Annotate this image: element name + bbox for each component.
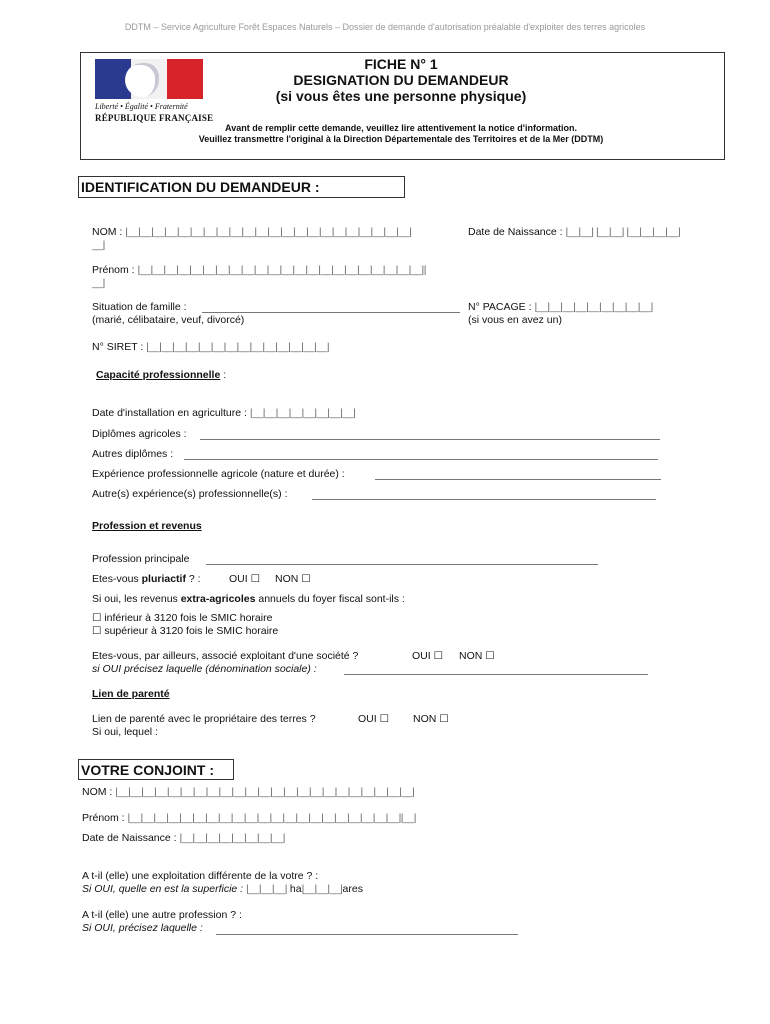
- profession-label: Profession principale: [92, 553, 190, 565]
- republique-francaise-logo: [95, 59, 214, 123]
- autres-diplomes-field[interactable]: [184, 459, 658, 460]
- associe-non-checkbox[interactable]: NON ☐: [459, 650, 495, 662]
- install-field[interactable]: |__|__|__|__|__|__|__|__|: [249, 407, 356, 419]
- form-title-line2: DESIGNATION DU DEMANDEUR: [293, 72, 509, 88]
- dob-field[interactable]: |__|__| |__|__| |__|__|__|__|: [565, 226, 681, 238]
- form-title-line1: FICHE N° 1: [364, 56, 438, 72]
- conjoint-superficie-ares-field[interactable]: |__|__|__|: [301, 883, 343, 895]
- notice-line1: Avant de remplir cette demande, veuillez lire attentivement la notice d'information.: [225, 123, 577, 133]
- revenus-post: annuels du foyer fiscal sont-ils :: [255, 593, 405, 605]
- dob-row: [468, 226, 680, 239]
- conjoint-superficie-row: [82, 883, 363, 896]
- prenom-field-cont[interactable]: __|: [92, 277, 105, 289]
- revenus-pre: Si oui, les revenus: [92, 593, 181, 605]
- conjoint-profession-hint: Si OUI, précisez laquelle :: [82, 922, 203, 934]
- lien-hint: Si oui, lequel :: [92, 726, 158, 738]
- nom-label: NOM :: [92, 226, 123, 238]
- identification-heading: IDENTIFICATION DU DEMANDEUR :: [78, 176, 405, 198]
- conjoint-nom-row: [82, 786, 414, 799]
- pluriactif-post: ? :: [185, 573, 201, 585]
- autres-diplomes-label: Autres diplômes :: [92, 448, 174, 460]
- associe-label: Etes-vous, par ailleurs, associé exploitant d'une société ?: [92, 650, 359, 662]
- autres-experience-label: Autre(s) expérience(s) professionnelle(s) :: [92, 488, 288, 500]
- install-row: [92, 407, 355, 420]
- associe-field[interactable]: [344, 674, 648, 675]
- install-label: Date d'installation en agriculture :: [92, 407, 247, 419]
- logo-republic: RÉPUBLIQUE FRANÇAISE: [95, 113, 214, 123]
- ha-unit: ha: [289, 883, 302, 895]
- conjoint-nom-label: NOM :: [82, 786, 113, 798]
- conjoint-nom-field[interactable]: |__|__|__|__|__|__|__|__|__|__|__|__|__|__|__|__|__|__|__|__|__|__|__|: [115, 786, 415, 798]
- conjoint-superficie-hint: Si OUI, quelle en est la superficie :: [82, 883, 244, 895]
- pluriactif-oui-checkbox[interactable]: OUI ☐: [229, 573, 260, 585]
- experience-label: Expérience professionnelle agricole (nature et durée) :: [92, 468, 345, 480]
- siret-field[interactable]: |__|__|__|__|__|__|__|__|__|__|__|__|__|__|: [146, 341, 330, 353]
- diplomes-label: Diplômes agricoles :: [92, 428, 187, 440]
- revenus-inferieur-checkbox[interactable]: ☐ inférieur à 3120 fois le SMIC horaire: [92, 612, 273, 624]
- marianne-flag-icon: [95, 59, 203, 99]
- dob-label: Date de Naissance :: [468, 226, 563, 238]
- siret-row: [92, 341, 329, 354]
- revenus-superieur-checkbox[interactable]: ☐ supérieur à 3120 fois le SMIC horaire: [92, 625, 279, 637]
- conjoint-exploitation-label: A t-il (elle) une exploitation différente de la votre ? :: [82, 870, 319, 882]
- lien-non-checkbox[interactable]: NON ☐: [413, 713, 449, 725]
- notice-line2: Veuillez transmettre l'original à la Direction Départementale des Territoires et de la Mer (DDTM): [198, 134, 604, 144]
- siret-label: N° SIRET :: [92, 341, 144, 353]
- lien-label: Lien de parenté avec le propriétaire des terres ?: [92, 713, 316, 725]
- prenom-label: Prénom :: [92, 264, 135, 276]
- profession-field[interactable]: [206, 564, 598, 565]
- nom-row: [92, 226, 411, 239]
- pluriactif-row: [92, 573, 201, 586]
- autres-experience-field[interactable]: [312, 499, 656, 500]
- conjoint-prenom-row: [82, 812, 416, 825]
- situation-label: Situation de famille :: [92, 301, 187, 313]
- revenus-bold: extra-agricoles: [180, 593, 256, 605]
- conjoint-dob-label: Date de Naissance :: [82, 832, 177, 844]
- associe-hint: si OUI précisez laquelle (dénomination sociale) :: [92, 663, 317, 675]
- capacite-heading: Capacité professionnelle: [96, 369, 221, 381]
- conjoint-prenom-field[interactable]: |__|__|__|__|__|__|__|__|__|__|__|__|__|__|__|__|__|__|__|__|__||__|: [127, 812, 416, 824]
- situation-hint: (marié, célibataire, veuf, divorcé): [92, 314, 245, 326]
- pacage-field[interactable]: |__|__|__|__|__|__|__|__|__|: [534, 301, 653, 313]
- lien-oui-checkbox[interactable]: OUI ☐: [358, 713, 389, 725]
- ares-unit: ares: [342, 883, 363, 895]
- pluriactif-non-checkbox[interactable]: NON ☐: [275, 573, 311, 585]
- revenus-row: [92, 593, 405, 606]
- conjoint-dob-row: [82, 832, 285, 845]
- pacage-hint: (si vous en avez un): [468, 314, 562, 326]
- conjoint-profession-label: A t-il (elle) une autre profession ? :: [82, 909, 242, 921]
- capacite-heading-row: [96, 369, 226, 382]
- profession-heading: Profession et revenus: [92, 520, 202, 532]
- conjoint-dob-field[interactable]: |__|__|__|__|__|__|__|__|: [179, 832, 285, 844]
- logo-motto: Liberté • Égalité • Fraternité: [95, 102, 188, 111]
- pacage-row: [468, 301, 653, 314]
- capacite-colon: :: [220, 369, 227, 381]
- associe-oui-checkbox[interactable]: OUI ☐: [412, 650, 443, 662]
- conjoint-profession-field[interactable]: [216, 934, 518, 935]
- page-header: DDTM – Service Agriculture Forêt Espaces Naturels – Dossier de demande d'autorisation préalable d'exploiter des terres agricoles: [124, 22, 646, 32]
- form-title-line3: (si vous êtes une personne physique): [275, 88, 527, 104]
- conjoint-heading: VOTRE CONJOINT :: [78, 759, 234, 780]
- pacage-label: N° PACAGE :: [468, 301, 532, 313]
- experience-field[interactable]: [375, 479, 661, 480]
- conjoint-prenom-label: Prénom :: [82, 812, 125, 824]
- pluriactif-pre: Etes-vous: [92, 573, 142, 585]
- prenom-row: [92, 264, 426, 277]
- lien-heading: Lien de parenté: [92, 688, 170, 700]
- diplomes-field[interactable]: [200, 439, 660, 440]
- situation-field[interactable]: [202, 312, 460, 313]
- form-title-box: [80, 52, 725, 160]
- pluriactif-bold: pluriactif: [141, 573, 186, 585]
- nom-field[interactable]: |__|__|__|__|__|__|__|__|__|__|__|__|__|__|__|__|__|__|__|__|__|__|: [125, 226, 412, 238]
- nom-field-cont[interactable]: __|: [92, 239, 105, 251]
- conjoint-superficie-ha-field[interactable]: |__|__|__|: [246, 883, 287, 895]
- prenom-field[interactable]: |__|__|__|__|__|__|__|__|__|__|__|__|__|__|__|__|__|__|__|__|__|__||: [137, 264, 426, 276]
